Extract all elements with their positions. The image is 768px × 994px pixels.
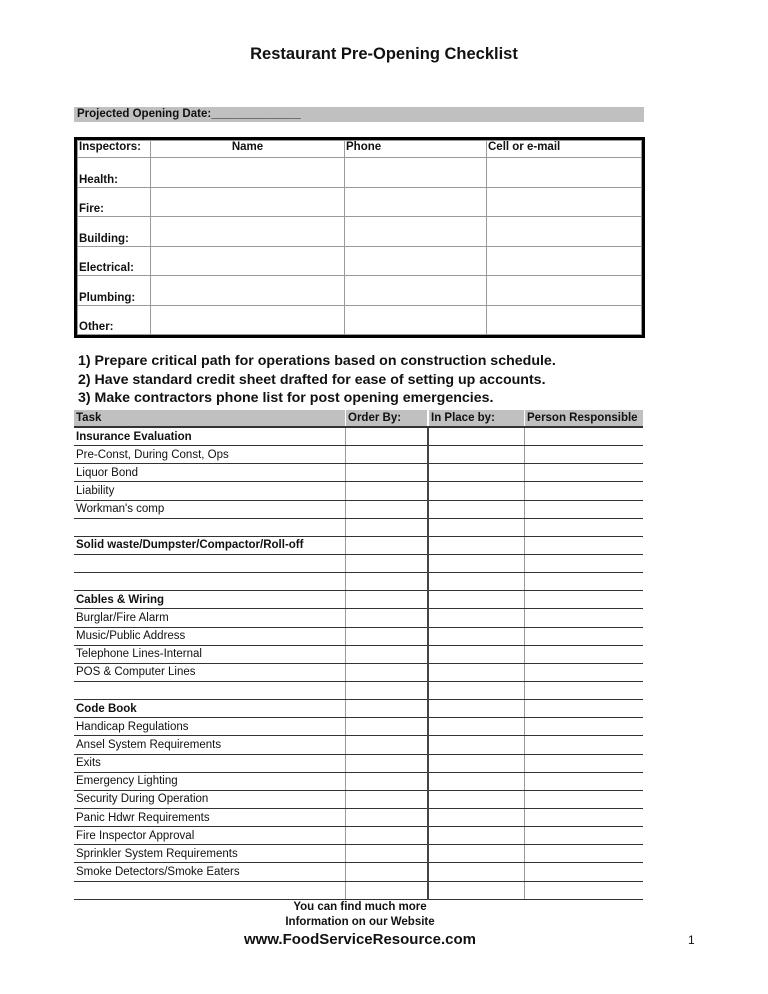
inspector-phone-cell[interactable]	[345, 158, 487, 188]
checklist-row	[74, 718, 643, 736]
checklist-row	[74, 863, 643, 881]
person-responsible-cell[interactable]	[525, 645, 644, 663]
person-responsible-cell[interactable]	[525, 845, 644, 863]
task-cell: Exits	[74, 754, 346, 772]
inspector-name-cell[interactable]	[151, 276, 345, 306]
order-by-cell[interactable]	[346, 554, 429, 572]
person-responsible-cell[interactable]	[525, 700, 644, 718]
checklist-row	[74, 736, 643, 754]
in-place-by-cell[interactable]	[428, 573, 525, 591]
checklist-row	[74, 627, 643, 645]
checklist-row	[74, 482, 643, 500]
inspector-label: Health:	[78, 158, 151, 188]
checklist-row	[74, 845, 643, 863]
checklist-row	[74, 827, 643, 845]
inspector-label: Other:	[78, 305, 151, 335]
task-cell: Security During Operation	[74, 790, 346, 808]
task-cell: Panic Hdwr Requirements	[74, 808, 346, 826]
checklist-row	[74, 645, 643, 663]
in-place-by-cell[interactable]	[428, 863, 525, 881]
inspector-phone-cell[interactable]	[345, 276, 487, 306]
inspector-label: Building:	[78, 217, 151, 247]
task-cell: Liquor Bond	[74, 464, 346, 482]
inspector-name-cell[interactable]	[151, 158, 345, 188]
person-responsible-cell[interactable]	[525, 863, 644, 881]
person-responsible-cell[interactable]	[525, 827, 644, 845]
in-place-by-cell[interactable]	[428, 736, 525, 754]
inspector-cell-cell[interactable]	[487, 246, 642, 276]
header-person-responsible: Person Responsible	[525, 410, 644, 427]
inspector-phone-cell[interactable]	[345, 187, 487, 217]
task-cell: Code Book	[74, 700, 346, 718]
checklist-row	[74, 881, 643, 899]
order-by-cell[interactable]	[346, 573, 429, 591]
order-by-cell[interactable]	[346, 827, 429, 845]
person-responsible-cell[interactable]	[525, 427, 644, 446]
order-by-cell[interactable]	[346, 881, 429, 899]
inspector-cell-cell[interactable]	[487, 187, 642, 217]
person-responsible-cell[interactable]	[525, 663, 644, 681]
task-cell	[74, 573, 346, 591]
inspector-name-cell[interactable]	[151, 187, 345, 217]
instruction-item: 3) Make contractors phone list for post opening emergencies.	[78, 390, 494, 406]
order-by-cell[interactable]	[346, 536, 429, 554]
task-cell: Liability	[74, 482, 346, 500]
checklist-row	[74, 681, 643, 699]
order-by-cell[interactable]	[346, 464, 429, 482]
checklist-row	[74, 754, 643, 772]
header-inspectors: Inspectors:	[78, 141, 151, 158]
inspector-cell-cell[interactable]	[487, 276, 642, 306]
order-by-cell[interactable]	[346, 500, 429, 518]
order-by-cell[interactable]	[346, 681, 429, 699]
checklist-row	[74, 790, 643, 808]
inspector-row	[78, 158, 642, 188]
person-responsible-cell[interactable]	[525, 808, 644, 826]
in-place-by-cell[interactable]	[428, 681, 525, 699]
person-responsible-cell[interactable]	[525, 681, 644, 699]
inspector-row	[78, 305, 642, 335]
in-place-by-cell[interactable]	[428, 554, 525, 572]
order-by-cell[interactable]	[346, 863, 429, 881]
checklist-row	[74, 464, 643, 482]
order-by-cell[interactable]	[346, 754, 429, 772]
footer-line-2: Information on our Website	[285, 916, 435, 928]
inspector-cell-cell[interactable]	[487, 217, 642, 247]
person-responsible-cell[interactable]	[525, 627, 644, 645]
in-place-by-cell[interactable]	[428, 772, 525, 790]
checklist-table	[74, 410, 643, 900]
order-by-cell[interactable]	[346, 645, 429, 663]
task-cell: Cables & Wiring	[74, 591, 346, 609]
inspector-label: Fire:	[78, 187, 151, 217]
order-by-cell[interactable]	[346, 845, 429, 863]
instructions-list	[78, 352, 556, 408]
inspector-name-cell[interactable]	[151, 305, 345, 335]
task-cell: Sprinkler System Requirements	[74, 845, 346, 863]
inspector-row	[78, 276, 642, 306]
checklist-row	[74, 554, 643, 572]
task-cell	[74, 554, 346, 572]
in-place-by-cell[interactable]	[428, 790, 525, 808]
inspector-label: Plumbing:	[78, 276, 151, 306]
checklist-row	[74, 609, 643, 627]
task-cell: Burglar/Fire Alarm	[74, 609, 346, 627]
checklist-row	[74, 500, 643, 518]
in-place-by-cell[interactable]	[428, 663, 525, 681]
order-by-cell[interactable]	[346, 718, 429, 736]
header-phone: Phone	[345, 141, 487, 158]
order-by-cell[interactable]	[346, 518, 429, 536]
person-responsible-cell[interactable]	[525, 718, 644, 736]
in-place-by-cell[interactable]	[428, 464, 525, 482]
order-by-cell[interactable]	[346, 427, 429, 446]
page-title: Restaurant Pre-Opening Checklist	[250, 45, 518, 63]
task-cell	[74, 681, 346, 699]
in-place-by-cell[interactable]	[428, 500, 525, 518]
footer-message	[240, 900, 480, 930]
person-responsible-cell[interactable]	[525, 881, 644, 899]
inspector-row	[78, 217, 642, 247]
person-responsible-cell[interactable]	[525, 482, 644, 500]
person-responsible-cell[interactable]	[525, 754, 644, 772]
inspector-row	[78, 246, 642, 276]
website-link[interactable]: www.FoodServiceResource.com	[243, 931, 477, 948]
checklist-row	[74, 518, 643, 536]
order-by-cell[interactable]	[346, 591, 429, 609]
in-place-by-cell[interactable]	[428, 754, 525, 772]
person-responsible-cell[interactable]	[525, 536, 644, 554]
projected-opening-date	[74, 107, 644, 122]
checklist-row	[74, 772, 643, 790]
order-by-cell[interactable]	[346, 609, 429, 627]
task-cell: Ansel System Requirements	[74, 736, 346, 754]
checklist-row	[74, 808, 643, 826]
in-place-by-cell[interactable]	[428, 718, 525, 736]
header-task: Task	[74, 410, 346, 427]
checklist-row	[74, 446, 643, 464]
order-by-cell[interactable]	[346, 736, 429, 754]
checklist-header-row	[74, 410, 643, 427]
inspector-name-cell[interactable]	[151, 246, 345, 276]
header-cell-email: Cell or e-mail	[487, 141, 642, 158]
in-place-by-cell[interactable]	[428, 427, 525, 446]
order-by-cell[interactable]	[346, 700, 429, 718]
task-cell: Emergency Lighting	[74, 772, 346, 790]
person-responsible-cell[interactable]	[525, 464, 644, 482]
person-responsible-cell[interactable]	[525, 500, 644, 518]
person-responsible-cell[interactable]	[525, 554, 644, 572]
person-responsible-cell[interactable]	[525, 446, 644, 464]
projected-opening-value[interactable]: ______________	[211, 108, 301, 120]
in-place-by-cell[interactable]	[428, 446, 525, 464]
inspector-cell-cell[interactable]	[487, 305, 642, 335]
in-place-by-cell[interactable]	[428, 518, 525, 536]
inspector-phone-cell[interactable]	[345, 246, 487, 276]
header-order-by: Order By:	[346, 410, 429, 427]
inspectors-table	[74, 137, 645, 338]
person-responsible-cell[interactable]	[525, 609, 644, 627]
inspector-name-cell[interactable]	[151, 217, 345, 247]
task-cell	[74, 881, 346, 899]
order-by-cell[interactable]	[346, 808, 429, 826]
in-place-by-cell[interactable]	[428, 482, 525, 500]
in-place-by-cell[interactable]	[428, 536, 525, 554]
task-cell: Solid waste/Dumpster/Compactor/Roll-off	[74, 536, 346, 554]
in-place-by-cell[interactable]	[428, 827, 525, 845]
in-place-by-cell[interactable]	[428, 700, 525, 718]
in-place-by-cell[interactable]	[428, 845, 525, 863]
inspectors-header-row	[78, 141, 642, 158]
checklist-row	[74, 573, 643, 591]
person-responsible-cell[interactable]	[525, 772, 644, 790]
in-place-by-cell[interactable]	[428, 645, 525, 663]
in-place-by-cell[interactable]	[428, 881, 525, 899]
order-by-cell[interactable]	[346, 772, 429, 790]
order-by-cell[interactable]	[346, 482, 429, 500]
page-number: 1	[688, 933, 695, 947]
checklist-row	[74, 427, 643, 446]
header-name: Name	[151, 141, 345, 158]
task-cell: POS & Computer Lines	[74, 663, 346, 681]
order-by-cell[interactable]	[346, 446, 429, 464]
order-by-cell[interactable]	[346, 790, 429, 808]
person-responsible-cell[interactable]	[525, 736, 644, 754]
in-place-by-cell[interactable]	[428, 591, 525, 609]
order-by-cell[interactable]	[346, 627, 429, 645]
task-cell: Workman's comp	[74, 500, 346, 518]
footer-line-1: You can find much more	[293, 901, 427, 913]
in-place-by-cell[interactable]	[428, 609, 525, 627]
checklist-row	[74, 591, 643, 609]
person-responsible-cell[interactable]	[525, 518, 644, 536]
in-place-by-cell[interactable]	[428, 627, 525, 645]
inspector-phone-cell[interactable]	[345, 305, 487, 335]
inspector-cell-cell[interactable]	[487, 158, 642, 188]
person-responsible-cell[interactable]	[525, 591, 644, 609]
task-cell	[74, 518, 346, 536]
order-by-cell[interactable]	[346, 663, 429, 681]
projected-opening-label: Projected Opening Date:	[77, 108, 212, 120]
checklist-row	[74, 700, 643, 718]
instruction-item: 1) Prepare critical path for operations based on construction schedule.	[78, 353, 556, 369]
task-cell: Handicap Regulations	[74, 718, 346, 736]
inspector-label: Electrical:	[78, 246, 151, 276]
task-cell: Telephone Lines-Internal	[74, 645, 346, 663]
person-responsible-cell[interactable]	[525, 573, 644, 591]
task-cell: Smoke Detectors/Smoke Eaters	[74, 863, 346, 881]
task-cell: Pre-Const, During Const, Ops	[74, 446, 346, 464]
inspector-row	[78, 187, 642, 217]
checklist-row	[74, 663, 643, 681]
task-cell: Fire Inspector Approval	[74, 827, 346, 845]
task-cell: Music/Public Address	[74, 627, 346, 645]
header-in-place-by: In Place by:	[428, 410, 525, 427]
instruction-item: 2) Have standard credit sheet drafted for ease of setting up accounts.	[78, 371, 546, 388]
person-responsible-cell[interactable]	[525, 790, 644, 808]
in-place-by-cell[interactable]	[428, 808, 525, 826]
checklist-row	[74, 536, 643, 554]
task-cell: Insurance Evaluation	[74, 427, 346, 446]
inspector-phone-cell[interactable]	[345, 217, 487, 247]
